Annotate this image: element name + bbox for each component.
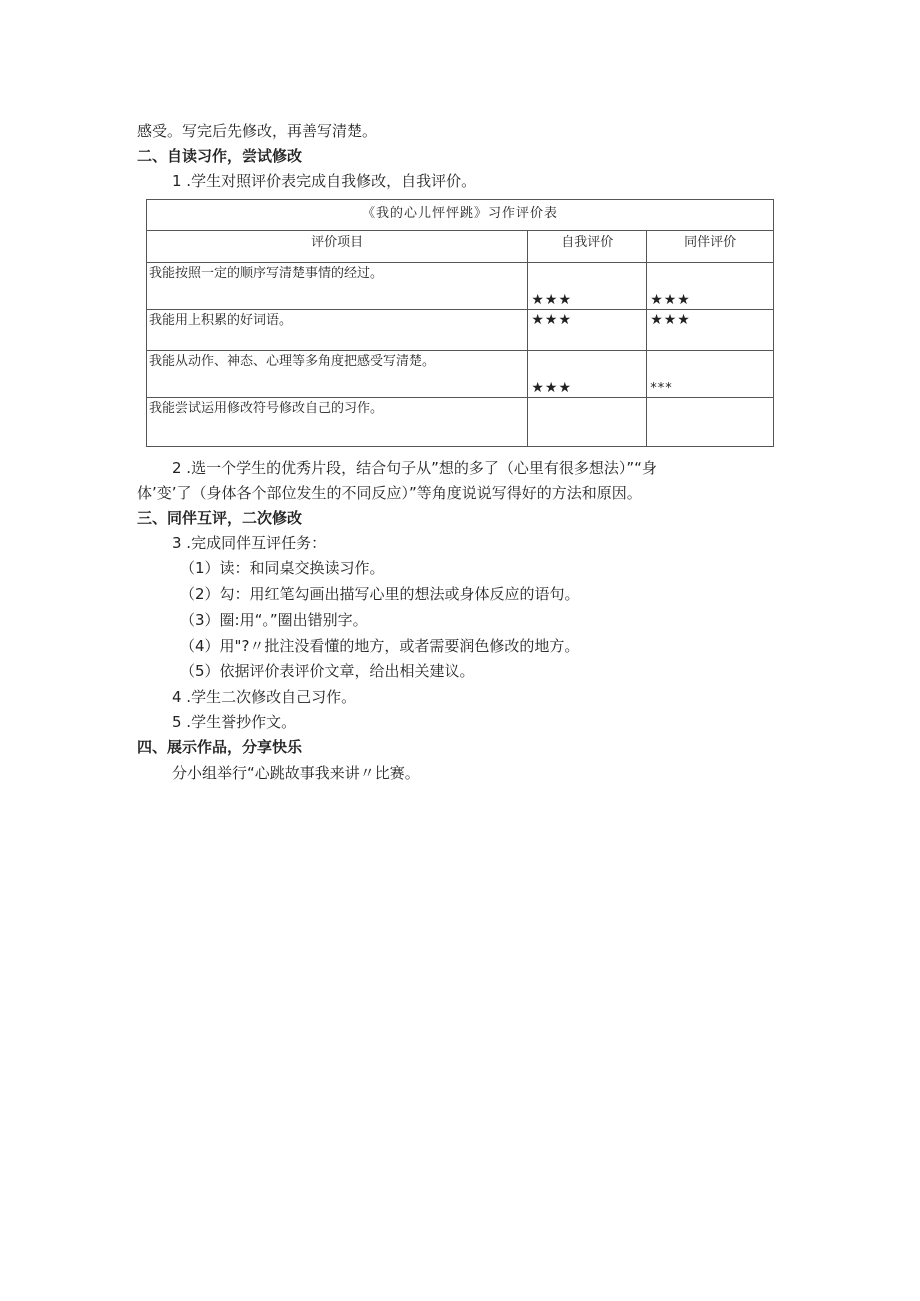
text-line: 感受。写完后先修改，再善写清楚。 — [137, 122, 378, 140]
sub-item-1: （1）读：和同桌交换读习作。 — [180, 559, 385, 577]
sub-item-5: （5）依据评价表评价文章，给出相关建议。 — [180, 662, 475, 680]
stars-rating: ★★★ — [531, 292, 573, 308]
paragraph-2-line-1: 2 .选一个学生的优秀片段，结合句子从”想的多了（心里有很多想法）”“身 — [172, 459, 657, 477]
sub-item-4: （4）用"?〃批注没看懂的地方，或者需要润色修改的地方。 — [180, 637, 580, 655]
table-cell-item: 我能尝试运用修改符号修改自己的习作。 — [147, 398, 528, 447]
table-cell-peer — [647, 263, 774, 310]
section-heading-3: 三、同伴互评，二次修改 — [137, 509, 303, 527]
section-heading-2: 二、自读习作，尝试修改 — [137, 147, 303, 165]
stars-rating: ★★★ — [531, 380, 573, 396]
table-cell-peer — [647, 398, 774, 447]
paragraph-1: 1 .学生对照评价表完成自我修改，自我评价。 — [172, 172, 477, 190]
table-row — [147, 310, 774, 351]
stars-rating: ★★★ — [650, 292, 691, 308]
paragraph-3: 3 .完成同伴互评任务： — [172, 534, 327, 552]
paragraph-5: 5 .学生誉抄作文。 — [172, 713, 297, 731]
sub-item-3: （3）圈:用“。”圈出错别字。 — [180, 611, 368, 629]
table-header-item: 评价项目 — [147, 231, 528, 263]
table-row — [147, 351, 774, 398]
evaluation-table — [146, 199, 774, 447]
table-cell-peer — [647, 351, 774, 398]
table-header-peer: 同伴评价 — [647, 231, 774, 263]
table-cell-self — [528, 310, 647, 351]
stars-rating: *** — [650, 381, 673, 396]
stars-rating: ★★★ — [531, 312, 573, 328]
table-cell-self — [528, 398, 647, 447]
table-header-self: 自我评价 — [528, 231, 647, 263]
paragraph-2-line-2: 体’变’了（身体各个部位发生的不同反应）”等角度说说写得好的方法和原因。 — [137, 484, 642, 502]
paragraph-6: 分小组举行“心跳故事我来讲〃比赛。 — [172, 764, 420, 782]
paragraph-4: 4 .学生二次修改自己习作。 — [172, 688, 357, 706]
table-row — [147, 398, 774, 447]
table-cell-peer — [647, 310, 774, 351]
table-cell-item: 我能从动作、神态、心理等多角度把感受写清楚。 — [147, 351, 528, 398]
table-cell-self — [528, 263, 647, 310]
section-heading-4: 四、展示作品，分享快乐 — [137, 738, 303, 756]
stars-rating: ★★★ — [650, 312, 691, 328]
table-row — [147, 263, 774, 310]
table-cell-self — [528, 351, 647, 398]
table-caption: 《我的心儿怦怦跳》习作评价表 — [147, 200, 774, 231]
table-cell-item: 我能按照一定的顺序写清楚事情的经过。 — [147, 263, 528, 310]
table-cell-item: 我能用上积累的好词语。 — [147, 310, 528, 351]
sub-item-2: （2）勾：用红笔勾画出描写心里的想法或身体反应的语句。 — [180, 585, 580, 603]
